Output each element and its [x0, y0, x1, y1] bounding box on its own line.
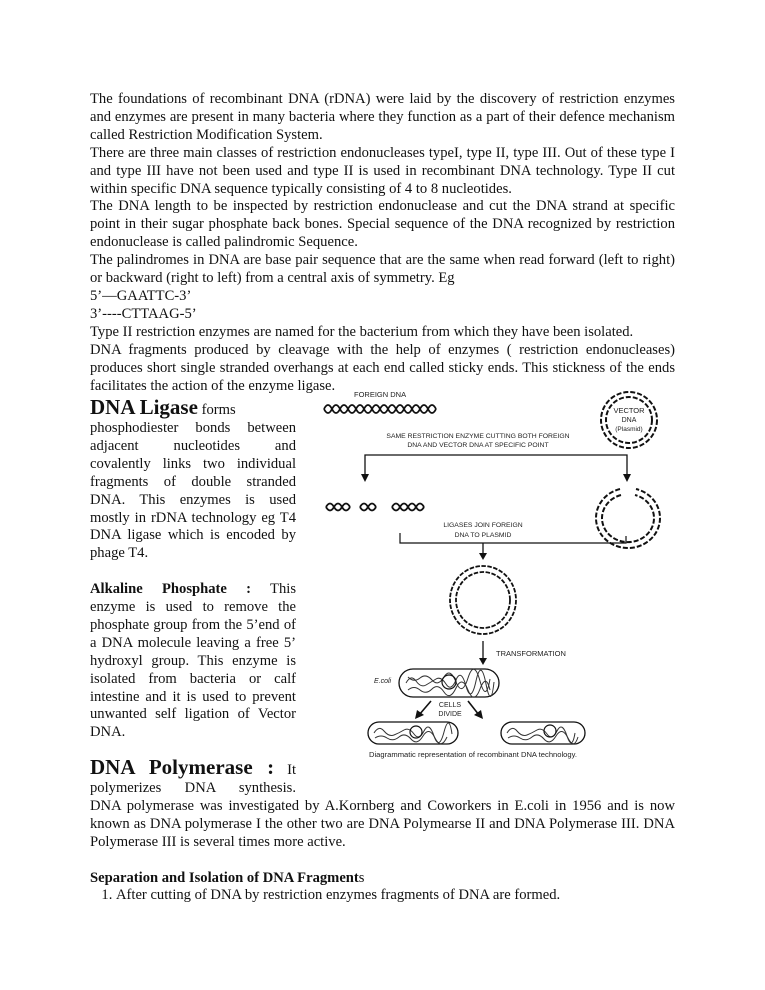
enzymes-text-column: [90, 397, 296, 742]
phosphatase-paragraph: [90, 581, 296, 742]
cut-label-2: DNA AND VECTOR DNA AT SPECIFIC POINT: [407, 442, 549, 449]
cut-label-1: SAME RESTRICTION ENZYME CUTTING BOTH FOREIGN: [386, 433, 570, 440]
cut-dna-fragments-icon: [326, 504, 424, 511]
daughter-cell-right-icon: [501, 722, 585, 744]
polymerase-line-2: polymerizes DNA synthesis.: [90, 780, 296, 796]
join-connector: [400, 533, 626, 543]
phosphatase-body: This enzyme is used to remove the phosphate group from the 5’end of a DNA molecule leaving a free 5’ hydroxyl group. This enzyme is isolated from bacteria or calf intestine and it is used to prevent unwanted self ligation of Vector DNA.: [90, 581, 296, 741]
divide-label-1: CELLS: [438, 702, 462, 709]
polymerase-heading-line: [90, 757, 296, 780]
separation-heading-main: Separation and Isolation of DNA Fragment: [90, 869, 359, 886]
arrow-down-icon: [479, 553, 487, 560]
arrow-down-icon: [361, 474, 369, 482]
ligase-heading-line: [90, 397, 296, 420]
ligase-label-1: LIGASES JOIN FOREIGN: [443, 522, 523, 529]
cut-plasmid-icon: [596, 489, 660, 548]
separation-heading: [90, 870, 675, 888]
diagram-caption: Diagrammatic representation of recombinant DNA technology.: [369, 750, 577, 759]
intro-paragraph-4: The palindromes in DNA are base pair sequence that are the same when read forward (left to right) or backward (right to left) from a central axis of symmetry. Eg: [90, 252, 675, 287]
enzymes-section: [90, 390, 675, 759]
vector-label-2: DNA: [621, 417, 637, 424]
intro-paragraph-2: There are three main classes of restriction endonucleases typeI, type II, type III. Out of these type I and type III have not been used and type II is used in recombinant DNA technology. Type II cut within specific DNA sequence typically consisting of 4 to 8 nucleotides.: [90, 144, 675, 197]
polymerase-heading: DNA Polymerase :: [90, 755, 275, 779]
ligase-body-first: forms: [201, 402, 236, 418]
ecoli-label: E.coli: [374, 678, 392, 685]
transformation-label: TRANSFORMATION: [496, 649, 566, 658]
arrow-down-icon: [479, 658, 487, 665]
vector-label-1: VECTOR: [613, 406, 645, 415]
ecoli-cell-icon: [399, 669, 499, 697]
intro-paragraph-3: The DNA length to be inspected by restriction endonuclease and cut the DNA strand at specific point in their sugar phosphate back bones. Special sequence of the DNA recognized by restriction endonuclease is called palindromic Sequence.: [90, 198, 675, 251]
foreign-dna-helix-icon: [324, 405, 436, 413]
ligase-label-2: DNA TO PLASMID: [454, 532, 512, 539]
split-connector: [365, 455, 627, 476]
intro-paragraph-5: Type II restriction enzymes are named for the bacterium from which they have been isolated.: [90, 323, 634, 340]
sequence-top-strand: 5’—GAATTC-3’: [90, 287, 192, 304]
phosphatase-heading: Alkaline Phosphate :: [90, 581, 252, 598]
separation-list: [90, 887, 675, 905]
intro-paragraph-6: DNA fragments produced by cleavage with the help of enzymes ( restriction endonucleases) produces short single stranded overhangs at each end called sticky ends. This stickness of the ends facilitates the action of the enzyme ligase.: [90, 341, 675, 394]
polymerase-section: [90, 757, 675, 905]
sequence-bottom-strand: 3’----CTTAAG-5’: [90, 305, 197, 322]
rdna-diagram-figure: [318, 385, 683, 760]
polymerase-body: DNA polymerase was investigated by A.Kornberg and Coworkers in E.coli in 1956 and is now known as DNA polymerase I the other two are DNA Polymearse II and DNA Polymerase III. DNA Polymerase III is several times more active.: [90, 797, 675, 850]
recombinant-plasmid-icon: [450, 566, 516, 634]
arrow-down-icon: [623, 474, 631, 482]
intro-section: [90, 91, 675, 395]
ligase-heading: DNA Ligase: [90, 395, 198, 419]
polymerase-heading-tail: It: [287, 762, 296, 778]
divide-label-2: DIVIDE: [438, 711, 462, 718]
vector-label-3: (Plasmid): [615, 426, 643, 433]
separation-heading-tail: s: [358, 869, 365, 886]
intro-paragraph-1: The foundations of recombinant DNA (rDNA) were laid by the discovery of restriction enzymes and enzymes are present in many bacteria where they function as a part of their defence mechanism called Restriction Modification System.: [90, 91, 675, 143]
rdna-diagram: [318, 385, 683, 760]
daughter-cell-left-icon: [368, 722, 458, 744]
list-item: 1. After cutting of DNA by restriction enzymes fragments of DNA are formed.: [116, 887, 675, 905]
foreign-dna-label: FOREIGN DNA: [354, 390, 407, 399]
ligase-body: phosphodiester bonds between adjacent nucleotides and covalently links two individual fragments of double stranded DNA. This enzymes is used mostly in rDNA technology eg T4 DNA ligase which is encoded by phage T4.: [90, 420, 296, 562]
